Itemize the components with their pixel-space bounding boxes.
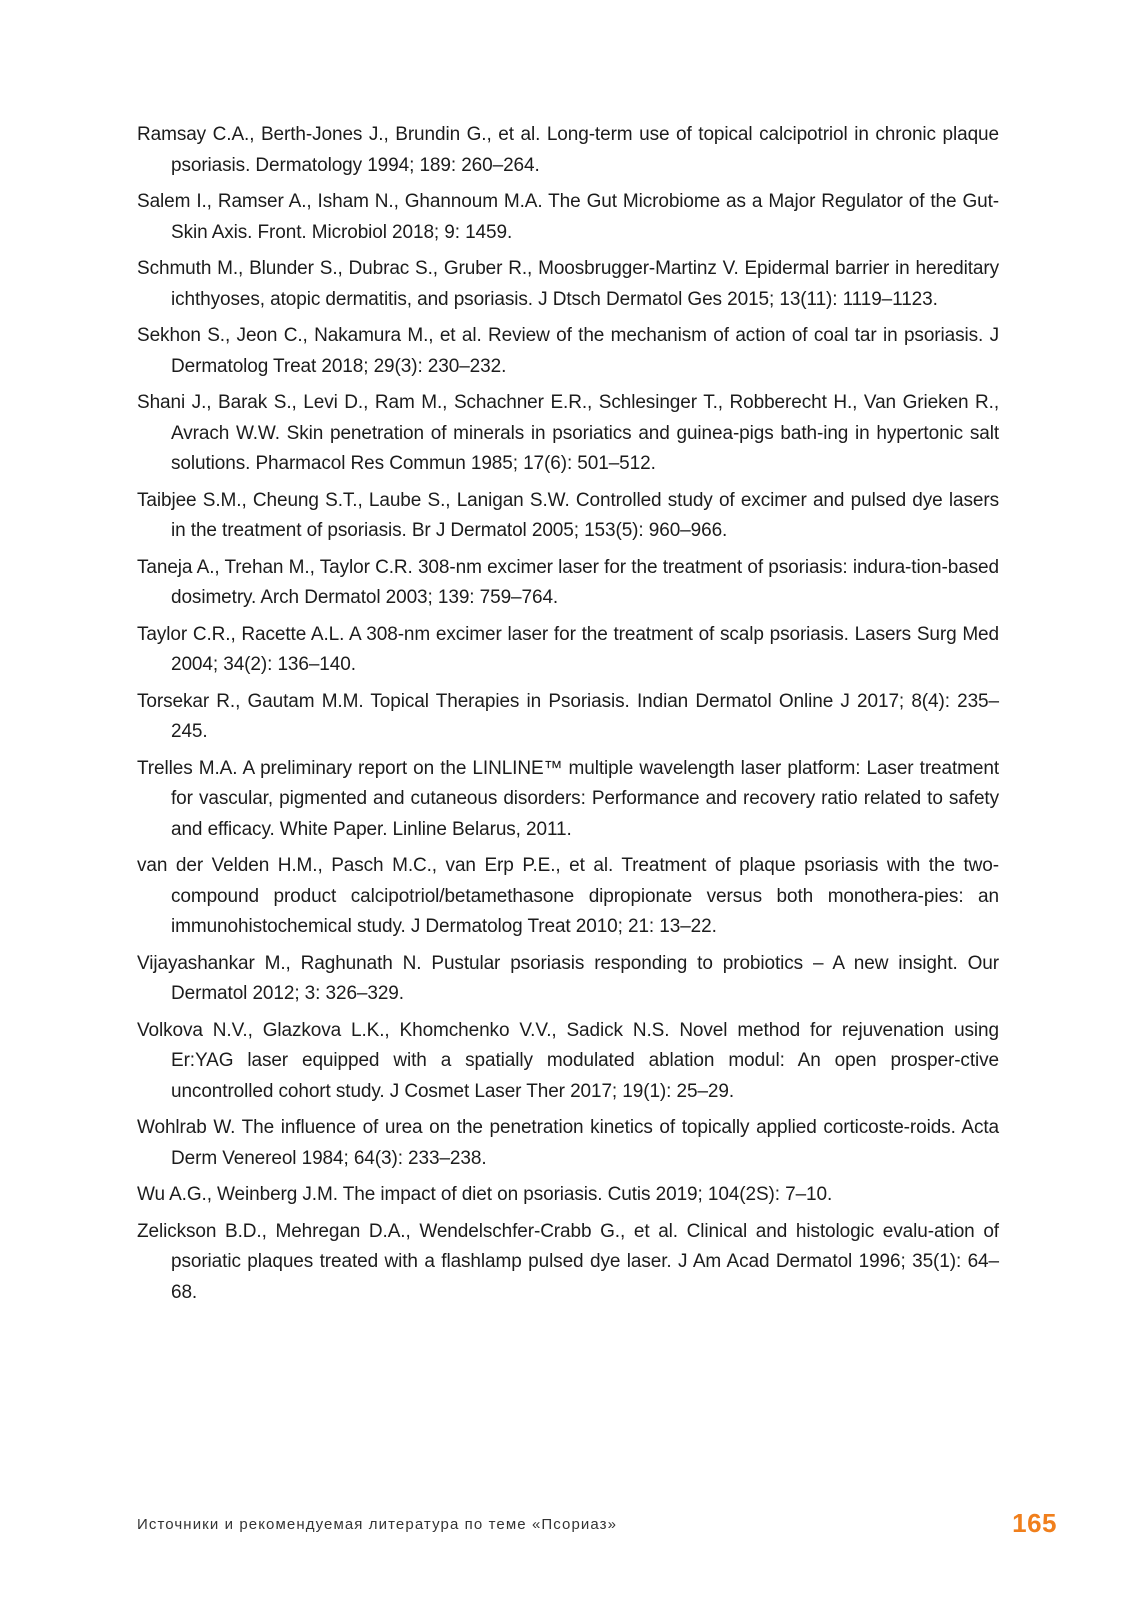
reference-item: Taibjee S.M., Cheung S.T., Laube S., Lanigan S.W. Controlled study of excimer and pulsed dye lasers in the treatment of psoriasis. Br J Dermatol 2005; 153(5): 960–966. [137, 489, 999, 541]
reference-item: van der Velden H.M., Pasch M.C., van Erp P.E., et al. Treatment of plaque psoriasis with the two-compound product calcipotriol/betamethasone dipropionate versus both monothera-pies: an immunohistochemical study. J Dermatolog Treat 2010; 21: 13–22. [137, 855, 999, 937]
reference-item: Taylor C.R., Racette A.L. A 308-nm excimer laser for the treatment of scalp psoriasis. Lasers Surg Med 2004; 34(2): 136–140. [137, 623, 999, 675]
reference-item: Sekhon S., Jeon C., Nakamura M., et al. Review of the mechanism of action of coal tar in psoriasis. J Dermatolog Treat 2018; 29(3): 230–232. [137, 325, 999, 377]
reference-item: Volkova N.V., Glazkova L.K., Khomchenko V.V., Sadick N.S. Novel method for rejuvenation using Er:YAG laser equipped with a spatially modulated ablation modul: An open prosper-ctive uncontrolled cohort study. J Cosmet Laser Ther 2017; 19(1): 25–29. [137, 1019, 999, 1102]
reference-item: Torsekar R., Gautam M.M. Topical Therapies in Psoriasis. Indian Dermatol Online J 2017; 8(4): 235–245. [137, 690, 999, 742]
reference-list [137, 120, 999, 1314]
reference-item: Shani J., Barak S., Levi D., Ram M., Schachner E.R., Schlesinger T., Robberecht H., Van Grieken R., Avrach W.W. Skin penetration of minerals in psoriatics and guinea-pigs bath-ing in hypertonic salt solutions. Pharmacol Res Commun 1985; 17(6): 501–512. [137, 392, 999, 474]
reference-item: Trelles M.A. A preliminary report on the LINLINE™ multiple wavelength laser platform: Laser treatment for vascular, pigmented and cutaneous disorders: Performance and recovery ratio related to safety and efficacy. White Paper. Linline Belarus, 2011. [137, 757, 999, 840]
page-footer [137, 1508, 1057, 1542]
reference-item: Zelickson B.D., Mehregan D.A., Wendelschfer-Crabb G., et al. Clinical and histologic evalu-ation of psoriatic plaques treated with a flashlamp pulsed dye laser. J Am Acad Dermatol 1996; 35(1): 64–68. [137, 1220, 999, 1303]
reference-item: Wu A.G., Weinberg J.M. The impact of diet on psoriasis. Cutis 2019; 104(2S): 7–10. [137, 1184, 833, 1205]
reference-item: Salem I., Ramser A., Isham N., Ghannoum M.A. The Gut Microbiome as a Major Regulator of the Gut-Skin Axis. Front. Microbiol 2018; 9: 1459. [137, 191, 999, 243]
reference-item: Taneja A., Trehan M., Taylor C.R. 308-nm excimer laser for the treatment of psoriasis: indura-tion-based dosimetry. Arch Dermatol 2003; 139: 759–764. [137, 556, 999, 608]
reference-item: Ramsay C.A., Berth-Jones J., Brundin G., et al. Long-term use of topical calcipotriol in chronic plaque psoriasis. Dermatology 1994; 189: 260–264. [137, 124, 999, 176]
reference-item: Wohlrab W. The influence of urea on the penetration kinetics of topically applied corticoste-roids. Acta Derm Venereol 1984; 64(3): 233–238. [137, 1117, 999, 1169]
reference-item: Schmuth M., Blunder S., Dubrac S., Gruber R., Moosbrugger-Martinz V. Epidermal barrier in hereditary ichthyoses, atopic dermatitis, and psoriasis. J Dtsch Dermatol Ges 2015; 13(11): 1119–1123. [137, 258, 999, 310]
page-number: 165 [1012, 1508, 1057, 1538]
footer-title: Источники и рекомендуемая литература по теме «Псориаз» [137, 1516, 618, 1533]
reference-item: Vijayashankar M., Raghunath N. Pustular psoriasis responding to probiotics – A new insight. Our Dermatol 2012; 3: 326–329. [137, 952, 999, 1004]
